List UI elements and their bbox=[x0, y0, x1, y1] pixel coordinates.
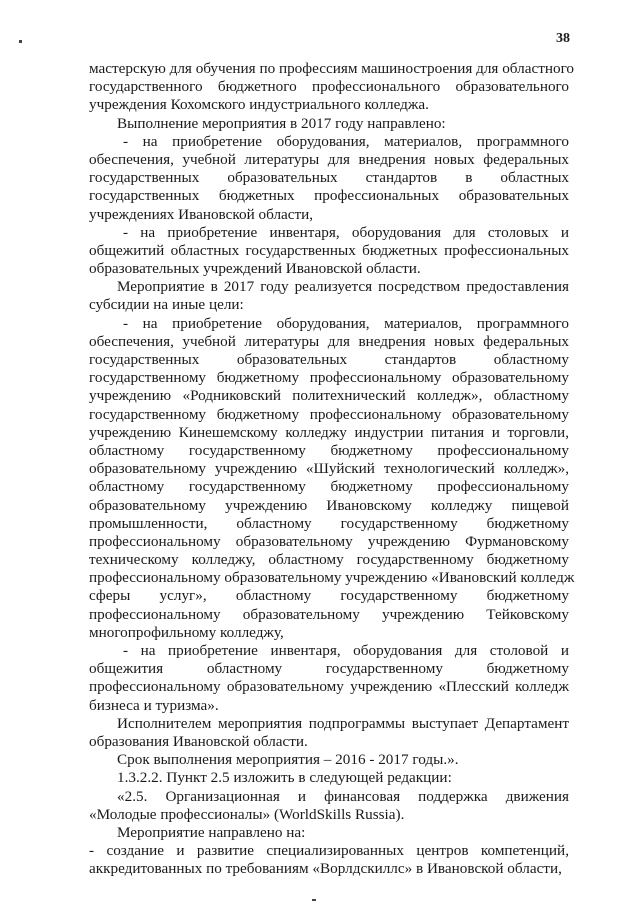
text-line: - на приобретение инвентаря, оборудования для столовой и bbox=[123, 642, 569, 659]
text-line: аккредитованных по требованиям «Ворлдскиллс» в Ивановской области, bbox=[89, 860, 562, 878]
scan-speck bbox=[19, 40, 22, 43]
text-line: Срок выполнения мероприятия – 2016 - 2017 годы.». bbox=[117, 751, 459, 769]
text-line: профессиональному образовательному учреждению Фурмановскому bbox=[89, 532, 569, 550]
text-line: «Молодые профессионалы» (WorldSkills Russia). bbox=[89, 805, 405, 823]
text-line: профессиональному образовательному учреждению «Ивановский колледж bbox=[89, 569, 575, 587]
text-line: областному государственному бюджетному профессиональному bbox=[89, 478, 569, 496]
text-line: Мероприятие в 2017 году реализуется посредством предоставления bbox=[117, 278, 569, 296]
text-line: Выполнение мероприятия в 2017 году направлено: bbox=[117, 114, 446, 132]
text-line: областному государственному бюджетному профессиональному bbox=[89, 441, 569, 459]
text-line: промышленности, областному государственному бюджетному bbox=[89, 514, 569, 532]
text-line: многопрофильному колледжу, bbox=[89, 623, 284, 641]
page-number: 38 bbox=[556, 31, 570, 46]
text-line: государственному бюджетному профессиональному образовательному bbox=[89, 405, 569, 423]
text-line: государственного бюджетного профессионального образовательного bbox=[89, 78, 569, 96]
text-line: «2.5. Организационная и финансовая поддержка движения bbox=[117, 787, 569, 805]
text-line: - на приобретение оборудования, материалов, программного bbox=[123, 132, 569, 150]
text-line: общежития областному государственному бюджетному bbox=[89, 660, 569, 678]
text-line: - создание и развитие специализированных центров компетенций, bbox=[89, 842, 569, 860]
text-line: обеспечения, учебной литературы для внедрения новых федеральных bbox=[89, 150, 569, 168]
text-line: Исполнителем мероприятия подпрограммы выступает Департамент bbox=[117, 714, 569, 732]
text-line: образовательному учреждению «Шуйский технологический колледж», bbox=[89, 460, 569, 478]
text-line: - на приобретение оборудования, материалов, программного bbox=[123, 314, 569, 332]
text-line: образовательных учреждений Ивановской области. bbox=[89, 260, 421, 278]
text-line: профессиональному образовательному учреждению Тейковскому bbox=[89, 605, 569, 623]
text-line: сферы услуг», областному государственному бюджетному bbox=[89, 587, 569, 605]
text-line: учреждению «Родниковский политехнический колледж», областному bbox=[89, 387, 569, 405]
text-line: профессиональному образовательному учреждению «Плесский колледж bbox=[89, 678, 569, 696]
text-line: государственных бюджетных профессиональных образовательных bbox=[89, 187, 569, 205]
text-line: учреждениях Ивановской области, bbox=[89, 205, 314, 223]
text-line: государственных образовательных стандартов областному bbox=[89, 351, 569, 368]
text-line: образования Ивановской области. bbox=[89, 732, 308, 750]
text-line: учреждения Кохомского индустриального колледжа. bbox=[89, 96, 429, 114]
text-line: государственных образовательных стандартов в областных bbox=[89, 169, 569, 187]
text-line: образовательному учреждению Ивановскому колледжу пищевой bbox=[89, 496, 569, 514]
document-body bbox=[89, 60, 575, 878]
text-line: техническому колледжу, областному государственному бюджетному bbox=[89, 551, 569, 569]
text-line: государственному бюджетному профессиональному образовательному bbox=[89, 369, 569, 387]
text-line: бизнеса и туризма». bbox=[89, 696, 219, 714]
text-line: обеспечения, учебной литературы для внедрения новых федеральных bbox=[89, 332, 569, 350]
text-line: общежитий областных государственных бюджетных профессиональных bbox=[89, 241, 569, 259]
text-line: мастерскую для обучения по профессиям машиностроения для областного bbox=[89, 60, 575, 77]
text-line: учреждению Кинешемскому колледжу индустрии питания и торговли, bbox=[89, 423, 569, 441]
text-line: Мероприятие направлено на: bbox=[117, 823, 306, 841]
text-line: субсидии на иные цели: bbox=[89, 296, 244, 314]
text-line: - на приобретение инвентаря, оборудования для столовых и bbox=[123, 223, 569, 241]
scan-speck bbox=[312, 899, 316, 901]
text-line: 1.3.2.2. Пункт 2.5 изложить в следующей редакции: bbox=[117, 769, 452, 787]
